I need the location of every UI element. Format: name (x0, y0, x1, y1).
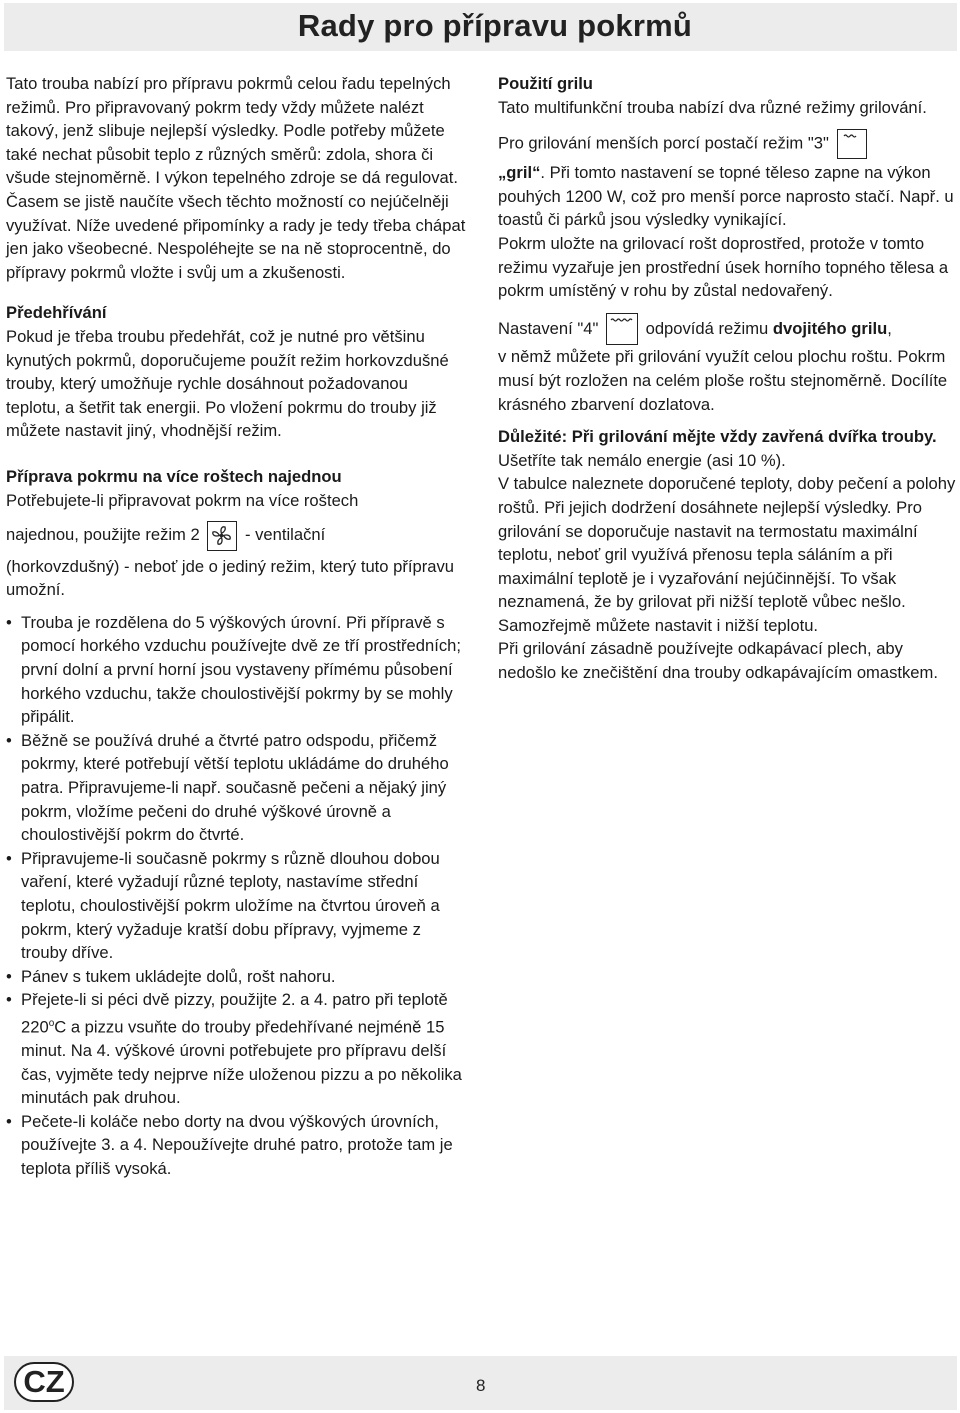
tips-list (6, 611, 466, 1181)
grill3-text-a: Pro grilování menších porcí postačí režim "3" (498, 133, 829, 153)
pizza-text-a: Přejete-li si péci dvě pizzy, použijte 2. a 4. patro při teplotě 220 (21, 990, 448, 1037)
grill-heading: Použití grilu (498, 74, 593, 93)
preheat-paragraph: Pokud je třeba troubu předehřát, což je nutné pro většinu kynutých pokrmů, doporučujeme použít režim horkovzdušné trouby, který umožňuje rychle dosáhnout požadovanou teplotu, a šetřit tak energii. Po vložení pokrmu do trouby již můžete nastavit jiný, vhodnější režim. (6, 326, 449, 441)
important-bold: Důležité: Při grilování mějte vždy zavřená dvířka trouby. (498, 427, 937, 447)
multi-rack-heading: Příprava pokrmu na více roštech najednou (6, 466, 342, 486)
multi-rack-line2-b: - ventilační (244, 525, 326, 545)
fan-mode-icon (207, 521, 237, 551)
list-item: • Připravujeme-li současně pokrmy s různě dlouhou dobou vaření, které vyžadují různé teploty, nastavíme střední teplotu, choulostivější pokrm uložíme na čtvrtou úroveň a pokrm, který vyžaduje kratší dobu přípravy, vyjmeme z trouby dříve. (6, 847, 466, 965)
drip-tray-paragraph: Při grilování zásadně používejte odkapávací plech, aby nedošlo ke znečištění dna trouby odkapávajícím omastkem. (498, 639, 938, 683)
list-item: • Trouba je rozdělena do 5 výškových úrovní. Při přípravě s pomocí horkého vzduchu používejte dvě ze tří prostředních; první dolní a první horní jsou vystaveny přímému působení horkého vzduchu, takže choulostivější pokrmy by se mohly připálit. (6, 611, 466, 729)
double-grill-mode-icon (606, 313, 638, 345)
table-paragraph: V tabulce naleznete doporučené teploty, doby pečení a polohy roštů. Při jejich dodržení dosáhnete nejlepší výsledky. Pro grilování se doporučuje nastavit na termostatu maximální teplotu, neboť gril využívá přenosu tepla sáláním a při maximální teplotě je i vyzařování nejúčinnější. To však neznamená, že by grilovat při nižší teplotě vůbec nešlo. Samozřejmě můžete nastavit i nižší teplotu. (498, 474, 956, 635)
grill4-paragraph: v němž můžete při grilování využít celou plochu roštu. Pokrm musí být rozložen na celém ploše roštu stejnoměrně. Docílíte krásného zbarvení dozlatova. (498, 347, 948, 414)
list-item: • Běžně se používá druhé a čtvrté patro odspodu, přičemž pokrmy, které potřebují větší teplotu ukládáme do druhého patra. Připravujeme-li např. současně pečeni a nějaký jiný pokrm, vložíme pečeni do druhé výškové úrovně a choulostivější pokrm do čtvrté. (6, 729, 466, 847)
important-note (498, 425, 958, 472)
list-item: • Pečete-li koláče nebo dorty na dvou výškových úrovních, používejte 3. a 4. Nepoužívejte druhé patro, protože tam je teplota příliš vysoká. (6, 1110, 466, 1181)
intro-paragraph: Tato trouba nabízí pro přípravu pokrmů celou řadu tepelných režimů. Pro připravovaný pokrm tedy vždy můžete nalézt takový, jenž slibuje nejlepší výsledky. Podle potřeby můžete také nechat působit teplo z různých směrů: zdola, shora či všude stejnoměrně. I výkon tepelného zdroje se dá regulovat. Časem se jistě naučíte všech těchto možností co nejúčelněji využívat. Níže uvedené připomínky a rady je tedy třeba chápat jen jako všeobecné. Nespoléhejte se na ně stoprocentně, do přípravy pokrmů vložte i svůj um a zkušenosti. (6, 74, 466, 282)
grill4-text-b: odpovídá režimu (645, 318, 769, 338)
page-title: Rady pro přípravu pokrmů (297, 8, 692, 43)
grill4-text-a: Nastavení "4" (498, 318, 599, 338)
page-number: 8 (476, 1376, 486, 1395)
grill4-line (498, 313, 958, 346)
grill3-mode-name: „gril“ (498, 163, 541, 183)
pizza-text-b: C a pizzu vsuňte do trouby předehřívané nejméně 15 minut. Na 4. výškové úrovni potřebujete pro přípravu delší čas, vyjměte tedy nejprve níže uloženou pizzu a po několika minutách pak druhou. (21, 1017, 462, 1108)
list-item (6, 988, 466, 1110)
degree-sign: o (48, 1017, 55, 1029)
important-text: Ušetříte tak nemálo energie (asi 10 %). (498, 450, 786, 470)
left-column (6, 72, 466, 1181)
multi-rack-line1: Potřebujete-li připravovat pokrm na více roštech (6, 490, 359, 510)
grill4-mode-name: dvojitého grilu (772, 318, 888, 338)
preheat-heading: Předehřívání (6, 303, 107, 323)
grill3-placement: Pokrm uložte na grilovací rošt doprostřed, protože v tomto režimu vyzařuje jen prostřední úsek horního topného tělesa a pokrm umístěný v rohu by zůstal nedovařený. (498, 233, 949, 301)
grill3-text-c: . Při tomto nastavení se topné těleso zapne na výkon pouhých 1200 W, což pro menší porce naprosto stačí. Např. u toastů či párků jsou výsledky vynikající. (498, 163, 954, 230)
multi-rack-line2 (6, 520, 466, 551)
grill3-line (498, 129, 958, 159)
list-item: • Pánev s tukem ukládejte dolů, rošt nahoru. (6, 965, 466, 989)
multi-rack-line2-a: najednou, použijte režim 2 (6, 525, 200, 545)
country-badge: CZ (14, 1362, 74, 1402)
multi-rack-line3: (horkovzdušný) - neboť jde o jediný režim, který tuto přípravu umožní. (6, 556, 454, 600)
grill-intro: Tato multifunkční trouba nabízí dva různé režimy grilování. (498, 97, 927, 117)
grill3-paragraph (498, 161, 958, 232)
grill-mode-icon (837, 129, 867, 159)
grill4-text-c: , (887, 318, 892, 338)
right-column (498, 72, 958, 685)
